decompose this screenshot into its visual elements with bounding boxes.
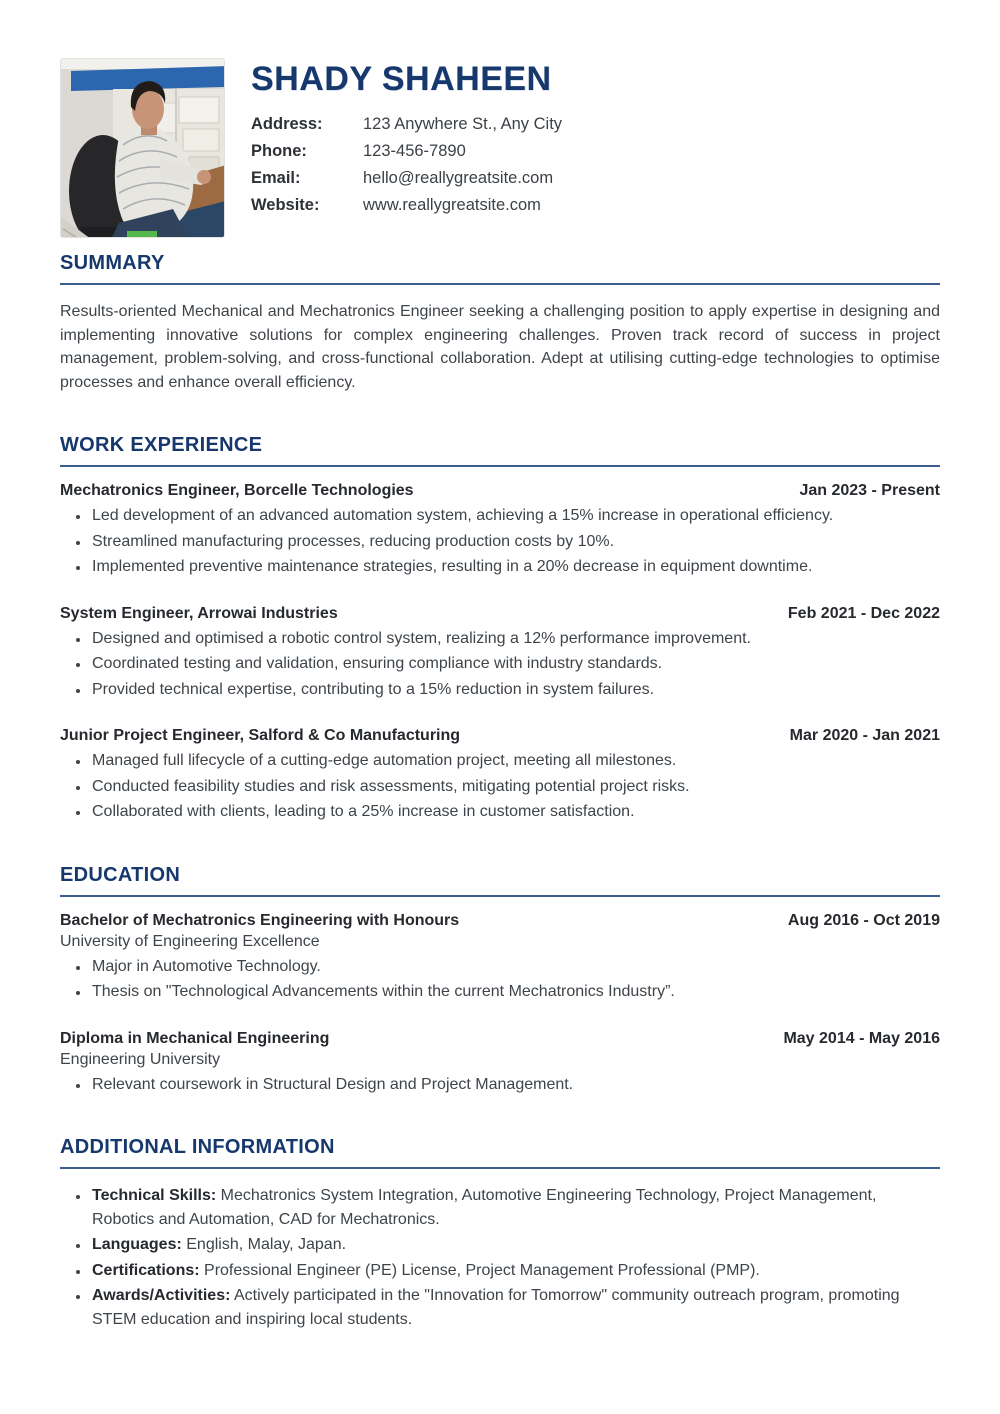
contact-value-address: 123 Anywhere St., Any City (363, 115, 563, 133)
job-role: System Engineer, Arrowai Industries (60, 604, 338, 622)
job-bullet: • Managed full lifecycle of a cutting-edge automation project, meeting all milestones. (90, 749, 940, 773)
job-entry-head (60, 482, 940, 500)
education-bullet-list (60, 955, 940, 1004)
education-bullet: • Thesis on "Technological Advancements within the current Mechatronics Industry”. (90, 980, 940, 1004)
job-dates: Feb 2021 - Dec 2022 (787, 604, 940, 622)
contact-value-email: hello@reallygreatsite.com (363, 169, 554, 187)
additional-item-text: Actively participated in the "Innovation for Tomorrow" community outreach program, promoting STEM education and inspiring local students. (92, 1287, 900, 1328)
job-entry (60, 482, 940, 579)
job-role: Junior Project Engineer, Salford & Co Manufacturing (60, 727, 461, 745)
work-experience-title: WORK EXPERIENCE (60, 434, 940, 467)
additional-item (90, 1184, 940, 1231)
job-dates: Jan 2023 - Present (799, 482, 940, 500)
contact-info (251, 115, 562, 215)
contact-label-email: Email: (251, 169, 301, 187)
education-entry-head (60, 912, 940, 930)
header-info (251, 58, 562, 215)
job-entry-head (60, 727, 940, 745)
job-entry (60, 727, 940, 824)
section-education (60, 864, 940, 1097)
education-degree: Bachelor of Mechatronics Engineering with Honours (60, 911, 460, 929)
education-school: University of Engineering Excellence (60, 932, 320, 950)
section-summary (60, 252, 940, 394)
education-entry-head (60, 1030, 940, 1048)
contact-label-address: Address: (251, 115, 323, 133)
job-bullet: • Streamlined manufacturing processes, reducing production costs by 10%. (90, 530, 940, 554)
summary-title: SUMMARY (60, 252, 940, 285)
additional-info-list (60, 1184, 940, 1331)
job-bullet: • Provided technical expertise, contributing to a 15% reduction in system failures. (90, 678, 940, 702)
additional-item-text: Professional Engineer (PE) License, Project Management Professional (PMP). (204, 1261, 760, 1279)
profile-photo (60, 58, 225, 238)
section-work-experience (60, 434, 940, 824)
job-bullet: • Implemented preventive maintenance strategies, resulting in a 20% decrease in equipment downtime. (90, 555, 940, 579)
job-bullet: • Coordinated testing and validation, ensuring compliance with industry standards. (90, 652, 940, 676)
additional-item (90, 1259, 940, 1283)
education-bullet-list (60, 1073, 940, 1097)
job-bullet-list (60, 749, 940, 824)
education-school: Engineering University (60, 1050, 221, 1068)
job-bullet: • Led development of an advanced automation system, achieving a 15% increase in operational efficiency. (90, 504, 940, 528)
education-dates: May 2014 - May 2016 (783, 1029, 940, 1047)
additional-item-text: Mechatronics System Integration, Automotive Engineering Technology, Project Management, Robotics and Automation, CAD for Mechatronics. (92, 1187, 877, 1228)
job-entry-head (60, 605, 940, 623)
education-entry (60, 1030, 940, 1097)
additional-item-text: English, Malay, Japan. (186, 1236, 347, 1254)
additional-item-label: Certifications: (92, 1261, 200, 1279)
education-bullet: • Major in Automotive Technology. (90, 955, 940, 979)
job-entry (60, 605, 940, 702)
additional-item-label: Languages: (92, 1236, 182, 1254)
header (60, 58, 940, 238)
job-bullet: • Designed and optimised a robotic control system, realizing a 12% performance improvement. (90, 627, 940, 651)
education-dates: Aug 2016 - Oct 2019 (787, 911, 940, 929)
section-additional-information (60, 1136, 940, 1331)
additional-item (90, 1284, 940, 1331)
summary-text: Results-oriented Mechanical and Mechatronics Engineer seeking a challenging position to apply expertise in designing and implementing innovative solutions for complex engineering challenges. Proven track record of success in project management, problem-solving, and cross-functional collaboration. Adept at utilising cutting-edge technologies to optimise processes and enhance overall efficiency. (60, 303, 940, 391)
job-bullet: • Collaborated with clients, leading to a 25% increase in customer satisfaction. (90, 800, 940, 824)
education-entry (60, 912, 940, 1004)
contact-value-website: www.reallygreatsite.com (363, 196, 541, 214)
education-bullet: • Relevant coursework in Structural Design and Project Management. (90, 1073, 940, 1097)
education-degree: Diploma in Mechanical Engineering (60, 1029, 330, 1047)
job-bullet: • Conducted feasibility studies and risk assessments, mitigating potential project risks. (90, 775, 940, 799)
job-bullet-list (60, 627, 940, 702)
job-role: Mechatronics Engineer, Borcelle Technologies (60, 482, 414, 500)
contact-value-phone: 123-456-7890 (363, 142, 466, 160)
contact-label-phone: Phone: (251, 142, 307, 160)
person-name: SHADY SHAHEEN (251, 60, 552, 98)
additional-item-label: Technical Skills: (92, 1187, 217, 1205)
job-bullet-list (60, 504, 940, 579)
profile-photo-illustration (61, 59, 225, 238)
additional-item-label: Awards/Activities: (92, 1287, 231, 1305)
education-title: EDUCATION (60, 864, 940, 897)
contact-label-website: Website: (251, 196, 320, 214)
additional-information-title: ADDITIONAL INFORMATION (60, 1136, 940, 1169)
job-dates: Mar 2020 - Jan 2021 (789, 727, 940, 745)
additional-item (90, 1233, 940, 1257)
